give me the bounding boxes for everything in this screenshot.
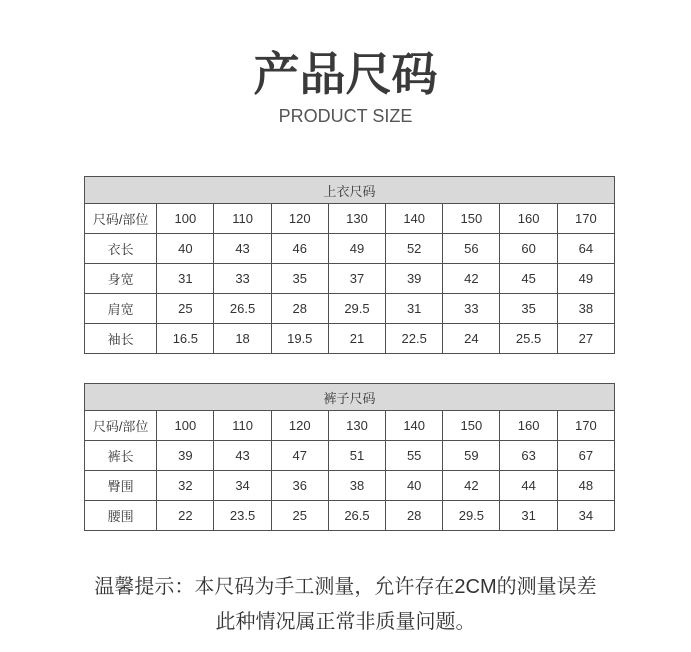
measurement-cell: 40	[386, 471, 443, 501]
measurement-cell: 34	[557, 501, 614, 531]
measurement-cell: 44	[500, 471, 557, 501]
measurement-cell: 36	[271, 471, 328, 501]
measurement-cell: 27	[557, 324, 614, 354]
row-label-cell: 臀围	[85, 471, 157, 501]
measurement-cell: 63	[500, 441, 557, 471]
measurement-cell: 39	[157, 441, 214, 471]
size-cell: 150	[443, 204, 500, 234]
page-subtitle: PRODUCT SIZE	[278, 106, 413, 126]
measurement-cell: 39	[386, 264, 443, 294]
measurement-cell: 42	[443, 264, 500, 294]
measurement-row	[85, 264, 615, 294]
measurement-cell: 37	[328, 264, 385, 294]
measurement-row	[85, 471, 615, 501]
measurement-row	[85, 294, 615, 324]
measurement-cell: 21	[328, 324, 385, 354]
measurement-cell: 43	[214, 234, 271, 264]
measurement-cell: 35	[271, 264, 328, 294]
measurement-cell: 51	[328, 441, 385, 471]
measurement-cell: 22.5	[386, 324, 443, 354]
measurement-notice-line2: 此种情况属正常非质量问题。	[215, 611, 476, 633]
size-cell: 140	[386, 411, 443, 441]
size-cell: 160	[500, 204, 557, 234]
header-label-cell: 尺码/部位	[85, 204, 157, 234]
measurement-cell: 47	[271, 441, 328, 471]
measurement-cell: 31	[500, 501, 557, 531]
measurement-cell: 31	[157, 264, 214, 294]
measurement-notice-line1: 温馨提示：本尺码为手工测量，允许存在2CM的测量误差	[94, 576, 597, 598]
measurement-cell: 60	[500, 234, 557, 264]
measurement-cell: 38	[328, 471, 385, 501]
size-cell: 120	[271, 204, 328, 234]
measurement-cell: 46	[271, 234, 328, 264]
row-label-cell: 袖长	[85, 324, 157, 354]
measurement-cell: 59	[443, 441, 500, 471]
size-cell: 130	[328, 204, 385, 234]
measurement-cell: 22	[157, 501, 214, 531]
measurement-cell: 31	[386, 294, 443, 324]
table-caption-row	[85, 384, 615, 411]
measurement-cell: 28	[386, 501, 443, 531]
size-cell: 170	[557, 411, 614, 441]
measurement-cell: 48	[557, 471, 614, 501]
measurement-cell: 24	[443, 324, 500, 354]
size-cell: 150	[443, 411, 500, 441]
row-label-cell: 身宽	[85, 264, 157, 294]
size-header-row	[85, 204, 615, 234]
measurement-cell: 28	[271, 294, 328, 324]
measurement-cell: 52	[386, 234, 443, 264]
row-label-cell: 腰围	[85, 501, 157, 531]
row-label-cell: 衣长	[85, 234, 157, 264]
measurement-cell: 40	[157, 234, 214, 264]
pants-size-table	[84, 383, 615, 531]
measurement-cell: 23.5	[214, 501, 271, 531]
measurement-cell: 32	[157, 471, 214, 501]
tops-size-table	[84, 176, 615, 354]
table-caption-row	[85, 177, 615, 204]
row-label-cell: 肩宽	[85, 294, 157, 324]
measurement-cell: 25	[271, 501, 328, 531]
measurement-row	[85, 501, 615, 531]
measurement-cell: 49	[557, 264, 614, 294]
measurement-cell: 56	[443, 234, 500, 264]
measurement-cell: 26.5	[328, 501, 385, 531]
header-label-cell: 尺码/部位	[85, 411, 157, 441]
measurement-cell: 19.5	[271, 324, 328, 354]
measurement-cell: 34	[214, 471, 271, 501]
page-title: 产品尺码	[253, 48, 438, 100]
size-cell: 100	[157, 411, 214, 441]
size-cell: 110	[214, 204, 271, 234]
measurement-row	[85, 234, 615, 264]
measurement-cell: 38	[557, 294, 614, 324]
size-cell: 140	[386, 204, 443, 234]
measurement-cell: 33	[214, 264, 271, 294]
measurement-cell: 55	[386, 441, 443, 471]
size-cell: 100	[157, 204, 214, 234]
size-cell: 120	[271, 411, 328, 441]
size-cell: 160	[500, 411, 557, 441]
measurement-cell: 35	[500, 294, 557, 324]
measurement-cell: 16.5	[157, 324, 214, 354]
measurement-cell: 67	[557, 441, 614, 471]
size-cell: 110	[214, 411, 271, 441]
measurement-cell: 25.5	[500, 324, 557, 354]
measurement-cell: 29.5	[328, 294, 385, 324]
measurement-cell: 43	[214, 441, 271, 471]
table-caption: 上衣尺码	[85, 177, 615, 204]
measurement-row	[85, 324, 615, 354]
measurement-cell: 42	[443, 471, 500, 501]
row-label-cell: 裤长	[85, 441, 157, 471]
measurement-cell: 45	[500, 264, 557, 294]
measurement-cell: 25	[157, 294, 214, 324]
measurement-cell: 29.5	[443, 501, 500, 531]
measurement-cell: 49	[328, 234, 385, 264]
size-cell: 170	[557, 204, 614, 234]
measurement-cell: 26.5	[214, 294, 271, 324]
size-cell: 130	[328, 411, 385, 441]
table-caption: 裤子尺码	[85, 384, 615, 411]
measurement-cell: 64	[557, 234, 614, 264]
measurement-row	[85, 441, 615, 471]
size-header-row	[85, 411, 615, 441]
measurement-cell: 18	[214, 324, 271, 354]
measurement-cell: 33	[443, 294, 500, 324]
